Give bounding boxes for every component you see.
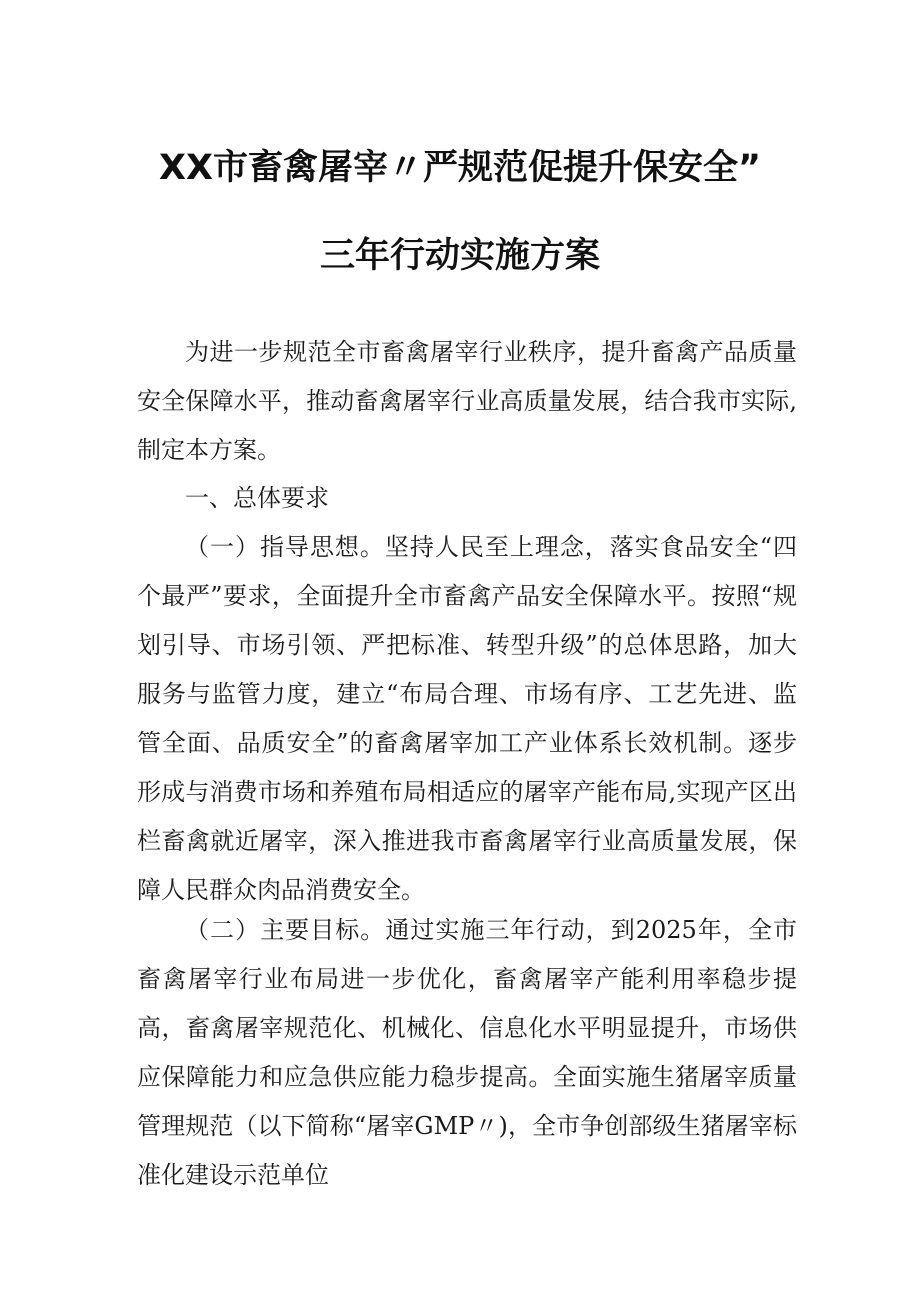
main-goals-paragraph: （二）主要目标。通过实施三年行动，到2025年，全市畜禽屠宰行业布局进一步优化，畜禽屠宰产能利用率稳步提高，畜禽屠宰规范化、机械化、信息化水平明显提升，市场供应保障能力和应急供应能力稳步提高。全面实施生猪屠宰质量管理规范（以下简称“屠宰GMP〃)，全市争创部级生猪屠宰标准化建设示范单位 <box>137 916 797 1189</box>
document-title-line-1: XX市畜禽屠宰〃严规范促提升保安全” <box>159 148 761 188</box>
intro-paragraph: 为进一步规范全市畜禽屠宰行业秩序，提升畜禽产品质量安全保障水平，推动畜禽屠宰行业高质量发展，结合我市实际,制定本方案。 <box>137 338 797 464</box>
guiding-ideology-paragraph: （一）指导思想。坚持人民至上理念，落实食品安全“四个最严”要求，全面提升全市畜禽产品安全保障水平。按照“规划引导、市场引领、严把标准、转型升级”的总体思路，加大服务与监管力度，建立“布局合理、市场有序、工艺先进、监管全面、品质安全”的畜禽屠宰加工产业体系长效机制。逐步形成与消费市场和养殖布局相适应的屠宰产能布局,实现产区出栏畜禽就近屠宰，深入推进我市畜禽屠宰行业高质量发展，保障人民群众肉品消费安全。 <box>137 533 797 904</box>
document-title-line-2: 三年行动实施方案 <box>319 236 600 276</box>
section-heading-general-requirements: 一、总体要求 <box>185 484 329 512</box>
